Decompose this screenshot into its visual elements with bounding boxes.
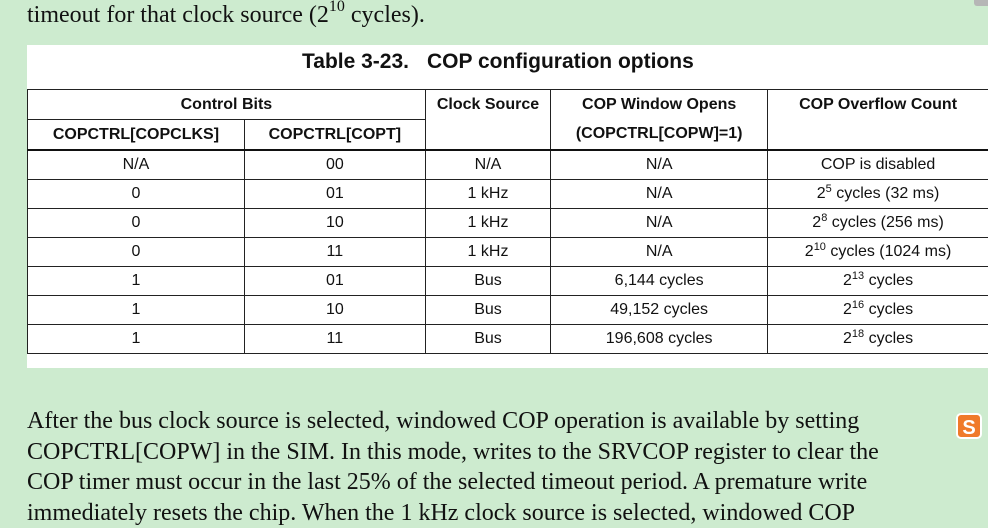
overflow-exponent: 18 [852,328,864,340]
cell-window-opens: 196,608 cycles [551,325,768,354]
overflow-text: COP is disabled [821,156,935,173]
table-row [28,209,988,238]
cell-copt: 01 [244,267,425,296]
header-clock-source: Clock Source [425,90,550,120]
cell-overflow-count [768,180,988,209]
cell-clock-source: 1 kHz [425,209,550,238]
header-row-1 [28,90,988,120]
cell-overflow-count [768,209,988,238]
cell-overflow-count [768,296,988,325]
overflow-text: cycles (32 ms) [832,185,940,202]
cell-clock-source: Bus [425,267,550,296]
table-row [28,150,988,180]
table-row [28,267,988,296]
table-panel [27,45,988,368]
header-row-2 [28,120,988,151]
cell-overflow-count [768,238,988,267]
cell-window-opens: 6,144 cycles [551,267,768,296]
scrollbar-corner[interactable] [974,0,988,6]
cell-copclks: 1 [28,296,245,325]
overflow-base: 2 [843,301,852,318]
cell-copt: 11 [244,238,425,267]
cell-clock-source: 1 kHz [425,180,550,209]
paragraph-line: COPCTRL[COPW] in the SIM. In this mode, writes to the SRVCOP register to clear the [27,437,988,468]
table-row [28,296,988,325]
overflow-text: cycles (256 ms) [827,214,943,231]
top-text-before: timeout for that clock source (2 [27,2,329,28]
cell-copt: 00 [244,150,425,180]
cell-window-opens: N/A [551,180,768,209]
overflow-exponent: 5 [826,183,832,195]
overflow-base: 2 [812,214,821,231]
overflow-text: cycles (1024 ms) [826,243,951,260]
paragraph-line: COP timer must occur in the last 25% of the selected timeout period. A premature write [27,467,988,498]
header-overflow-cont [768,120,988,151]
cell-copt: 11 [244,325,425,354]
header-window-opens-sub: (COPCTRL[COPW]=1) [551,120,768,151]
top-text-exponent: 10 [329,0,345,15]
cell-clock-source: 1 kHz [425,238,550,267]
overflow-text: cycles [864,272,913,289]
cell-window-opens: N/A [551,238,768,267]
paragraph-line: immediately resets the chip. When the 1 kHz clock source is selected, windowed COP [27,498,988,528]
header-control-bits: Control Bits [28,90,426,120]
cell-copclks: N/A [28,150,245,180]
cell-overflow-count [768,325,988,354]
overflow-base: 2 [805,243,814,260]
header-clock-source-cont [425,120,550,151]
cell-copt: 10 [244,209,425,238]
overflow-base: 2 [843,272,852,289]
cell-clock-source: N/A [425,150,550,180]
paragraph-line: After the bus clock source is selected, windowed COP operation is available by setting [27,406,988,437]
cell-window-opens: 49,152 cycles [551,296,768,325]
overflow-exponent: 8 [821,212,827,224]
cop-config-table [27,89,988,354]
table-row [28,325,988,354]
overflow-exponent: 13 [852,270,864,282]
cell-overflow-count [768,150,988,180]
cell-overflow-count [768,267,988,296]
cell-copt: 10 [244,296,425,325]
header-overflow-count: COP Overflow Count [768,90,988,120]
sogou-input-icon[interactable]: S [956,413,982,439]
previous-paragraph-tail [27,2,425,29]
cell-copclks: 0 [28,180,245,209]
table-caption [27,50,988,74]
overflow-base: 2 [843,330,852,347]
cell-copclks: 1 [28,325,245,354]
cell-copclks: 0 [28,209,245,238]
cell-copt: 01 [244,180,425,209]
overflow-exponent: 10 [814,241,826,253]
table-title: COP configuration options [427,50,694,73]
overflow-exponent: 16 [852,299,864,311]
header-copclks: COPCTRL[COPCLKS] [28,120,245,151]
table-number: Table 3-23. [302,50,409,73]
overflow-base: 2 [817,185,826,202]
overflow-text: cycles [864,301,913,318]
table-row [28,238,988,267]
header-window-opens: COP Window Opens [551,90,768,120]
cell-clock-source: Bus [425,325,550,354]
cell-copclks: 0 [28,238,245,267]
cell-window-opens: N/A [551,150,768,180]
table-row [28,180,988,209]
top-text-after: cycles). [345,2,425,28]
cell-clock-source: Bus [425,296,550,325]
body-paragraph [27,406,988,528]
header-copt: COPCTRL[COPT] [244,120,425,151]
cell-window-opens: N/A [551,209,768,238]
cell-copclks: 1 [28,267,245,296]
overflow-text: cycles [864,330,913,347]
